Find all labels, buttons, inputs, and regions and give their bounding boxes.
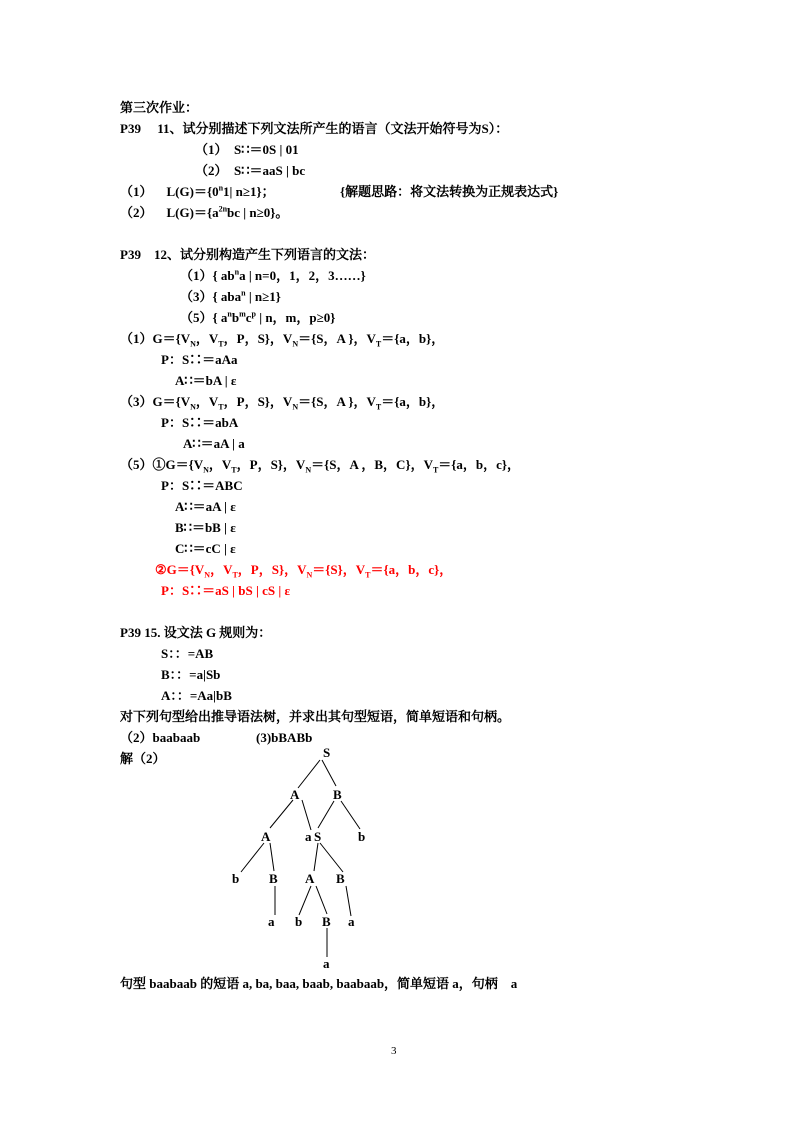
q12-grammar-5-rule-4: C∷＝cC | ε [175, 541, 236, 556]
tree-leaf-b: b [295, 914, 303, 929]
tree-node-root-S: S [323, 745, 331, 760]
q11-answer-1: （1） $L(G)=\{0^n1|$ n≥1}； [120, 183, 275, 199]
page-title: 第三次作业： [120, 100, 199, 115]
q15-rule-1: S：：=AB [161, 646, 214, 661]
page-number: 3 [391, 1045, 397, 1057]
tree-node-b-left: b [232, 871, 240, 886]
q12-grammar-3-rule-1: P：S∷＝abA [161, 415, 239, 430]
q12-language-5: （5）{ $a^nb^mc^p$ | n，m，p≥0} [180, 309, 336, 325]
tree-node-b: b [358, 829, 366, 844]
q12-grammar-5-rule-3: B∷＝bB | ε [175, 520, 236, 535]
tree-node-S-inner: S [314, 829, 322, 844]
q12-heading: P39 12、试分别构造产生下列语言的文法： [120, 247, 375, 262]
q11-grammar-2: （2） S∷＝aaS | bc [195, 163, 306, 178]
q11-heading: P39 11、试分别描述下列文法所产生的语言（文法开始符号为S）： [120, 121, 509, 136]
q15-heading: P39 15. 设文法 G 规则为： [120, 625, 272, 640]
tree-leaf-a-3: a [323, 956, 330, 971]
q12-grammar-5-definition: $(5)①G=\{V_N$，$V_T$，P，S}，$V_N=\{S$，A ，B，C}，$V_T=\{a$，b，c}， [120, 457, 521, 475]
tree-node-A: A [290, 787, 300, 802]
q15-rule-2: B：：=a|Sb [161, 667, 221, 682]
tree-leaf-a-2: a [348, 914, 355, 929]
q12-language-1: （1）{ $ab^na$ | n=0，1，2，3……} [180, 267, 366, 283]
q12-grammar-5-rule-1: P：S∷＝ABC [161, 478, 243, 493]
tree-leaf-a-1: a [268, 914, 275, 929]
q12-grammar-1-definition: $(1)G=\{V_N$，$V_T$，P，S}，$V_N=\{S$，A }，$V_T=\{a$，b}， [120, 331, 445, 349]
tree-node-A-mid: A [305, 871, 315, 886]
tree-node-B-left: B [269, 871, 278, 886]
q15-solution-label: 解（2） [120, 751, 166, 766]
q12-grammar-3-rule-2: A∷＝aA | a [183, 436, 245, 451]
tree-node-B: B [333, 787, 342, 802]
q15-rule-3: A：：=Aa|bB [161, 688, 232, 703]
q11-answer-2: （2） $L(G)=\{a^{2n}bc$ | n≥0}。 [120, 204, 289, 220]
q12-grammar-5-alt-definition: $②G=\{V_N$，$V_T$，P，S}，$V_N=\{S\}$，$V_T=\{a$，b，c}， [155, 562, 453, 580]
q15-result: 句型 baabaab 的短语 a, ba, baa, baab, baabaab，简单短语 a，句柄 a [120, 976, 518, 991]
q12-grammar-5-alt-rule: P：S∷＝aS | bS | cS | ε [161, 583, 291, 598]
tree-node-B-deep: B [322, 914, 331, 929]
q11-grammar-1: （1） S∷＝0S | 01 [195, 142, 299, 157]
tree-node-B-right: B [336, 871, 345, 886]
q12-grammar-1-rule-2: A∷＝bA | ε [175, 373, 237, 388]
tree-node-a: a [305, 829, 312, 844]
q15-case-2: （2）baabaab [120, 730, 201, 745]
q12-grammar-3-definition: $(3)G=\{V_N$，$V_T$，P，S}，$V_N=\{S$，A }，$V_T=\{a$，b}， [120, 394, 445, 412]
tree-node-A-left: A [261, 829, 271, 844]
q15-case-3: (3)bBABb [256, 730, 313, 745]
q15-task: 对下列句型给出推导语法树，并求出其句型短语，简单短语和句柄。 [120, 709, 511, 724]
q11-hint: {解题思路：将文法转换为正规表达式} [340, 184, 559, 199]
q12-grammar-1-rule-1: P：S∷＝aAa [161, 352, 238, 367]
q12-grammar-5-rule-2: A∷＝aA | ε [175, 499, 236, 514]
q12-language-3: （3）{ aba$^n$ | n≥1} [180, 288, 281, 304]
